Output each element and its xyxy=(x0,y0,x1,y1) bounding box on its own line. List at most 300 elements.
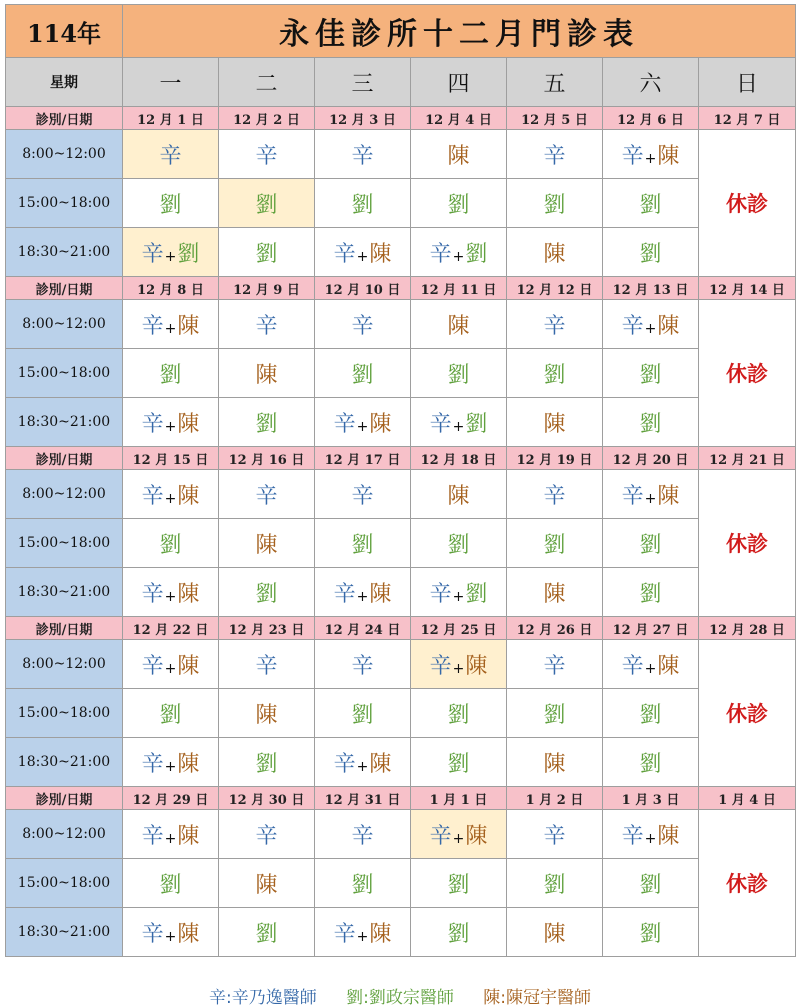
plus-sign: + xyxy=(356,248,369,265)
date-row-label: 診別/日期 xyxy=(6,447,123,470)
schedule-cell xyxy=(603,689,699,738)
doctor-chen: 陳 xyxy=(465,823,488,849)
date-cell: 12 月 2 日 xyxy=(219,107,315,130)
schedule-cell xyxy=(411,738,507,787)
doctor-chen: 陳 xyxy=(177,483,200,509)
date-cell: 12 月 11 日 xyxy=(411,277,507,300)
schedule-cell xyxy=(507,228,603,277)
slot-row xyxy=(6,519,796,568)
title-row xyxy=(6,5,796,58)
doctor-chen: 陳 xyxy=(177,313,200,339)
doctor-chen: 陳 xyxy=(177,823,200,849)
date-row-label: 診別/日期 xyxy=(6,617,123,640)
doctor-xin: 辛 xyxy=(255,653,278,679)
doctor-chen: 陳 xyxy=(369,751,392,777)
date-cell: 12 月 5 日 xyxy=(507,107,603,130)
closed-cell: 休診 xyxy=(699,130,796,277)
doctor-xin: 辛 xyxy=(255,313,278,339)
schedule-cell xyxy=(411,470,507,519)
plus-sign: + xyxy=(452,830,465,847)
slot-row xyxy=(6,398,796,447)
schedule-cell xyxy=(219,568,315,617)
date-row-label: 診別/日期 xyxy=(6,787,123,810)
time-slot-label: 8:00~12:00 xyxy=(6,130,123,179)
date-cell: 12 月 19 日 xyxy=(507,447,603,470)
schedule-cell xyxy=(603,130,699,179)
year-label: 114年 xyxy=(6,5,123,58)
doctor-chen: 陳 xyxy=(255,702,278,728)
date-cell: 12 月 21 日 xyxy=(699,447,796,470)
date-cell: 12 月 28 日 xyxy=(699,617,796,640)
slot-row xyxy=(6,908,796,957)
legend-chen: 陳:陳冠宇醫師 xyxy=(483,988,591,1008)
doctor-xin: 辛 xyxy=(141,581,164,607)
schedule-cell xyxy=(315,908,411,957)
schedule-cell xyxy=(315,228,411,277)
schedule-cell xyxy=(411,349,507,398)
schedule-cell xyxy=(315,738,411,787)
time-slot-label: 18:30~21:00 xyxy=(6,738,123,787)
schedule-cell xyxy=(411,130,507,179)
doctor-liu: 劉 xyxy=(447,872,470,898)
doctor-liu: 劉 xyxy=(465,411,488,437)
schedule-cell xyxy=(315,470,411,519)
schedule-cell xyxy=(411,398,507,447)
schedule-cell xyxy=(507,470,603,519)
date-row xyxy=(6,277,796,300)
schedule-cell xyxy=(507,810,603,859)
closed-cell: 休診 xyxy=(699,300,796,447)
doctor-xin: 辛 xyxy=(429,241,452,267)
schedule-cell xyxy=(123,130,219,179)
doctor-liu: 劉 xyxy=(543,192,566,218)
doctor-chen: 陳 xyxy=(177,751,200,777)
doctor-chen: 陳 xyxy=(657,313,680,339)
date-cell: 12 月 10 日 xyxy=(315,277,411,300)
doctor-liu: 劉 xyxy=(639,192,662,218)
date-cell: 12 月 23 日 xyxy=(219,617,315,640)
date-cell: 12 月 29 日 xyxy=(123,787,219,810)
time-slot-label: 15:00~18:00 xyxy=(6,519,123,568)
plus-sign: + xyxy=(452,418,465,435)
date-cell: 1 月 1 日 xyxy=(411,787,507,810)
time-slot-label: 18:30~21:00 xyxy=(6,568,123,617)
date-cell: 12 月 22 日 xyxy=(123,617,219,640)
date-row-label: 診別/日期 xyxy=(6,107,123,130)
doctor-chen: 陳 xyxy=(369,241,392,267)
schedule-cell xyxy=(219,130,315,179)
schedule-cell xyxy=(219,300,315,349)
slot-row xyxy=(6,228,796,277)
time-slot-label: 8:00~12:00 xyxy=(6,470,123,519)
doctor-liu: 劉 xyxy=(351,702,374,728)
doctor-xin: 辛 xyxy=(141,411,164,437)
schedule-cell xyxy=(123,349,219,398)
doctor-chen: 陳 xyxy=(255,872,278,898)
doctor-liu: 劉 xyxy=(447,921,470,947)
doctor-xin: 辛 xyxy=(351,313,374,339)
plus-sign: + xyxy=(164,248,177,265)
weekday-tue: 二 xyxy=(219,58,315,107)
schedule-cell xyxy=(507,568,603,617)
doctor-chen: 陳 xyxy=(657,483,680,509)
slot-row xyxy=(6,738,796,787)
doctor-liu: 劉 xyxy=(159,532,182,558)
plus-sign: + xyxy=(164,830,177,847)
doctor-chen: 陳 xyxy=(177,581,200,607)
doctor-chen: 陳 xyxy=(465,653,488,679)
time-slot-label: 15:00~18:00 xyxy=(6,859,123,908)
doctor-xin: 辛 xyxy=(255,823,278,849)
date-cell: 12 月 13 日 xyxy=(603,277,699,300)
plus-sign: + xyxy=(644,150,657,167)
date-row xyxy=(6,787,796,810)
doctor-chen: 陳 xyxy=(543,921,566,947)
doctor-xin: 辛 xyxy=(621,653,644,679)
schedule-cell xyxy=(507,300,603,349)
time-slot-label: 18:30~21:00 xyxy=(6,228,123,277)
doctor-liu: 劉 xyxy=(351,362,374,388)
schedule-cell xyxy=(315,568,411,617)
schedule-cell xyxy=(411,568,507,617)
doctor-liu: 劉 xyxy=(543,872,566,898)
schedule-cell xyxy=(411,640,507,689)
date-cell: 12 月 18 日 xyxy=(411,447,507,470)
schedule-cell xyxy=(411,228,507,277)
schedule-cell xyxy=(411,179,507,228)
doctor-xin: 辛 xyxy=(141,921,164,947)
doctor-xin: 辛 xyxy=(351,823,374,849)
doctor-liu: 劉 xyxy=(447,751,470,777)
date-cell: 12 月 8 日 xyxy=(123,277,219,300)
doctor-xin: 辛 xyxy=(429,581,452,607)
doctor-xin: 辛 xyxy=(333,581,356,607)
doctor-xin: 辛 xyxy=(333,411,356,437)
doctor-xin: 辛 xyxy=(543,313,566,339)
plus-sign: + xyxy=(164,490,177,507)
date-cell: 12 月 6 日 xyxy=(603,107,699,130)
doctor-liu: 劉 xyxy=(255,411,278,437)
weekday-header-label: 星期 xyxy=(6,58,123,107)
schedule-cell xyxy=(219,398,315,447)
doctor-chen: 陳 xyxy=(543,581,566,607)
date-cell: 12 月 3 日 xyxy=(315,107,411,130)
slot-row xyxy=(6,179,796,228)
date-cell: 1 月 2 日 xyxy=(507,787,603,810)
schedule-cell xyxy=(219,179,315,228)
schedule-cell xyxy=(219,689,315,738)
schedule-cell xyxy=(603,738,699,787)
schedule-table xyxy=(5,4,796,957)
doctor-liu: 劉 xyxy=(639,532,662,558)
doctor-xin: 辛 xyxy=(621,313,644,339)
date-cell: 12 月 27 日 xyxy=(603,617,699,640)
plus-sign: + xyxy=(164,928,177,945)
doctor-liu: 劉 xyxy=(159,362,182,388)
doctor-liu: 劉 xyxy=(351,192,374,218)
doctor-liu: 劉 xyxy=(447,532,470,558)
schedule-cell xyxy=(507,738,603,787)
doctor-xin: 辛 xyxy=(333,921,356,947)
date-cell: 1 月 4 日 xyxy=(699,787,796,810)
schedule-cell xyxy=(123,519,219,568)
schedule-cell xyxy=(315,398,411,447)
date-cell: 1 月 3 日 xyxy=(603,787,699,810)
schedule-cell xyxy=(507,859,603,908)
doctor-xin: 辛 xyxy=(159,143,182,169)
doctor-xin: 辛 xyxy=(255,483,278,509)
doctor-xin: 辛 xyxy=(543,143,566,169)
plus-sign: + xyxy=(356,928,369,945)
doctor-liu: 劉 xyxy=(543,362,566,388)
schedule-cell xyxy=(123,689,219,738)
doctor-liu: 劉 xyxy=(447,192,470,218)
date-cell: 12 月 1 日 xyxy=(123,107,219,130)
schedule-cell xyxy=(315,349,411,398)
closed-cell: 休診 xyxy=(699,640,796,787)
doctor-liu: 劉 xyxy=(351,532,374,558)
time-slot-label: 15:00~18:00 xyxy=(6,179,123,228)
time-slot-label: 15:00~18:00 xyxy=(6,349,123,398)
time-slot-label: 18:30~21:00 xyxy=(6,398,123,447)
schedule-cell xyxy=(507,519,603,568)
doctor-liu: 劉 xyxy=(639,581,662,607)
doctor-liu: 劉 xyxy=(543,532,566,558)
doctor-xin: 辛 xyxy=(141,483,164,509)
doctor-liu: 劉 xyxy=(351,872,374,898)
schedule-cell xyxy=(123,228,219,277)
schedule-cell xyxy=(411,810,507,859)
schedule-cell xyxy=(123,300,219,349)
time-slot-label: 8:00~12:00 xyxy=(6,810,123,859)
doctor-xin: 辛 xyxy=(543,653,566,679)
doctor-liu: 劉 xyxy=(465,241,488,267)
plus-sign: + xyxy=(452,588,465,605)
doctor-xin: 辛 xyxy=(141,823,164,849)
schedule-cell xyxy=(315,519,411,568)
doctor-liu: 劉 xyxy=(639,872,662,898)
date-cell: 12 月 15 日 xyxy=(123,447,219,470)
doctor-chen: 陳 xyxy=(369,921,392,947)
date-cell: 12 月 14 日 xyxy=(699,277,796,300)
schedule-cell xyxy=(123,470,219,519)
plus-sign: + xyxy=(452,660,465,677)
plus-sign: + xyxy=(356,758,369,775)
doctor-xin: 辛 xyxy=(351,653,374,679)
doctor-chen: 陳 xyxy=(255,532,278,558)
doctor-chen: 陳 xyxy=(369,411,392,437)
doctor-liu: 劉 xyxy=(255,921,278,947)
doctor-xin: 辛 xyxy=(141,241,164,267)
schedule-title: 永佳診所十二月門診表 xyxy=(123,5,796,58)
doctor-liu: 劉 xyxy=(639,702,662,728)
schedule-cell xyxy=(411,689,507,738)
plus-sign: + xyxy=(164,660,177,677)
schedule-cell xyxy=(315,859,411,908)
date-cell: 12 月 9 日 xyxy=(219,277,315,300)
date-cell: 12 月 30 日 xyxy=(219,787,315,810)
weekday-mon: 一 xyxy=(123,58,219,107)
schedule-cell xyxy=(219,470,315,519)
slot-row xyxy=(6,470,796,519)
date-cell: 12 月 31 日 xyxy=(315,787,411,810)
doctor-xin: 辛 xyxy=(141,313,164,339)
doctor-xin: 辛 xyxy=(429,653,452,679)
schedule-cell xyxy=(603,519,699,568)
plus-sign: + xyxy=(164,758,177,775)
slot-row xyxy=(6,568,796,617)
schedule-cell xyxy=(603,179,699,228)
doctor-xin: 辛 xyxy=(429,411,452,437)
doctor-xin: 辛 xyxy=(429,823,452,849)
doctor-xin: 辛 xyxy=(333,241,356,267)
date-cell: 12 月 16 日 xyxy=(219,447,315,470)
legend-xin: 辛:辛乃逸醫師 xyxy=(208,988,317,1008)
schedule-cell xyxy=(123,908,219,957)
schedule-cell xyxy=(603,228,699,277)
schedule-cell xyxy=(603,398,699,447)
schedule-cell xyxy=(507,349,603,398)
plus-sign: + xyxy=(356,418,369,435)
doctor-liu: 劉 xyxy=(639,921,662,947)
schedule-cell xyxy=(507,640,603,689)
doctor-xin: 辛 xyxy=(141,751,164,777)
schedule-cell xyxy=(315,640,411,689)
schedule-cell xyxy=(411,908,507,957)
doctor-liu: 劉 xyxy=(159,192,182,218)
date-row xyxy=(6,447,796,470)
doctor-liu: 劉 xyxy=(255,241,278,267)
plus-sign: + xyxy=(644,830,657,847)
schedule-cell xyxy=(123,859,219,908)
date-cell: 12 月 7 日 xyxy=(699,107,796,130)
date-cell: 12 月 26 日 xyxy=(507,617,603,640)
weekday-sun: 日 xyxy=(699,58,796,107)
doctor-liu: 劉 xyxy=(639,411,662,437)
doctor-chen: 陳 xyxy=(447,143,470,169)
schedule-cell xyxy=(123,179,219,228)
slot-row xyxy=(6,640,796,689)
plus-sign: + xyxy=(452,248,465,265)
schedule-cell xyxy=(315,810,411,859)
schedule-cell xyxy=(315,179,411,228)
date-cell: 12 月 4 日 xyxy=(411,107,507,130)
plus-sign: + xyxy=(356,588,369,605)
time-slot-label: 15:00~18:00 xyxy=(6,689,123,738)
schedule-cell xyxy=(411,859,507,908)
plus-sign: + xyxy=(164,588,177,605)
schedule-cell xyxy=(603,349,699,398)
doctor-chen: 陳 xyxy=(543,411,566,437)
doctor-chen: 陳 xyxy=(447,313,470,339)
plus-sign: + xyxy=(644,490,657,507)
schedule-cell xyxy=(507,398,603,447)
weekday-row xyxy=(6,58,796,107)
doctor-chen: 陳 xyxy=(255,362,278,388)
doctor-liu: 劉 xyxy=(159,872,182,898)
doctor-chen: 陳 xyxy=(657,653,680,679)
date-cell: 12 月 17 日 xyxy=(315,447,411,470)
plus-sign: + xyxy=(644,660,657,677)
doctor-chen: 陳 xyxy=(657,143,680,169)
doctor-xin: 辛 xyxy=(543,483,566,509)
schedule-cell xyxy=(219,519,315,568)
doctor-liu: 劉 xyxy=(255,751,278,777)
schedule-cell xyxy=(411,300,507,349)
doctor-xin: 辛 xyxy=(621,143,644,169)
schedule-cell xyxy=(315,130,411,179)
doctor-legend xyxy=(0,983,800,1008)
doctor-liu: 劉 xyxy=(177,241,200,267)
legend-liu: 劉:劉政宗醫師 xyxy=(346,988,454,1008)
date-row-label: 診別/日期 xyxy=(6,277,123,300)
doctor-xin: 辛 xyxy=(351,483,374,509)
schedule-cell xyxy=(603,859,699,908)
doctor-liu: 劉 xyxy=(255,192,278,218)
weekday-wed: 三 xyxy=(315,58,411,107)
schedule-cell xyxy=(603,810,699,859)
slot-row xyxy=(6,300,796,349)
schedule-cell xyxy=(603,908,699,957)
slot-row xyxy=(6,130,796,179)
doctor-xin: 辛 xyxy=(351,143,374,169)
schedule-cell xyxy=(603,300,699,349)
weekday-thu: 四 xyxy=(411,58,507,107)
doctor-chen: 陳 xyxy=(177,921,200,947)
date-cell: 12 月 24 日 xyxy=(315,617,411,640)
doctor-chen: 陳 xyxy=(657,823,680,849)
doctor-liu: 劉 xyxy=(255,581,278,607)
time-slot-label: 8:00~12:00 xyxy=(6,300,123,349)
schedule-cell xyxy=(507,130,603,179)
doctor-chen: 陳 xyxy=(177,411,200,437)
schedule-cell xyxy=(315,689,411,738)
doctor-liu: 劉 xyxy=(639,241,662,267)
schedule-cell xyxy=(123,738,219,787)
doctor-xin: 辛 xyxy=(255,143,278,169)
doctor-liu: 劉 xyxy=(447,362,470,388)
doctor-liu: 劉 xyxy=(159,702,182,728)
schedule-cell xyxy=(507,908,603,957)
doctor-xin: 辛 xyxy=(141,653,164,679)
schedule-cell xyxy=(219,810,315,859)
schedule-cell xyxy=(219,738,315,787)
doctor-liu: 劉 xyxy=(465,581,488,607)
date-cell: 12 月 25 日 xyxy=(411,617,507,640)
schedule-cell xyxy=(507,689,603,738)
weekday-sat: 六 xyxy=(603,58,699,107)
plus-sign: + xyxy=(164,418,177,435)
date-cell: 12 月 12 日 xyxy=(507,277,603,300)
closed-cell: 休診 xyxy=(699,470,796,617)
schedule-cell xyxy=(219,859,315,908)
doctor-chen: 陳 xyxy=(369,581,392,607)
schedule-cell xyxy=(123,568,219,617)
doctor-xin: 辛 xyxy=(621,823,644,849)
weekday-fri: 五 xyxy=(507,58,603,107)
doctor-liu: 劉 xyxy=(639,362,662,388)
schedule-cell xyxy=(507,179,603,228)
doctor-chen: 陳 xyxy=(543,241,566,267)
doctor-liu: 劉 xyxy=(447,702,470,728)
schedule-cell xyxy=(219,640,315,689)
schedule-cell xyxy=(603,470,699,519)
slot-row xyxy=(6,349,796,398)
schedule-body xyxy=(6,5,796,957)
schedule-cell xyxy=(219,349,315,398)
schedule-cell xyxy=(411,519,507,568)
doctor-xin: 辛 xyxy=(333,751,356,777)
